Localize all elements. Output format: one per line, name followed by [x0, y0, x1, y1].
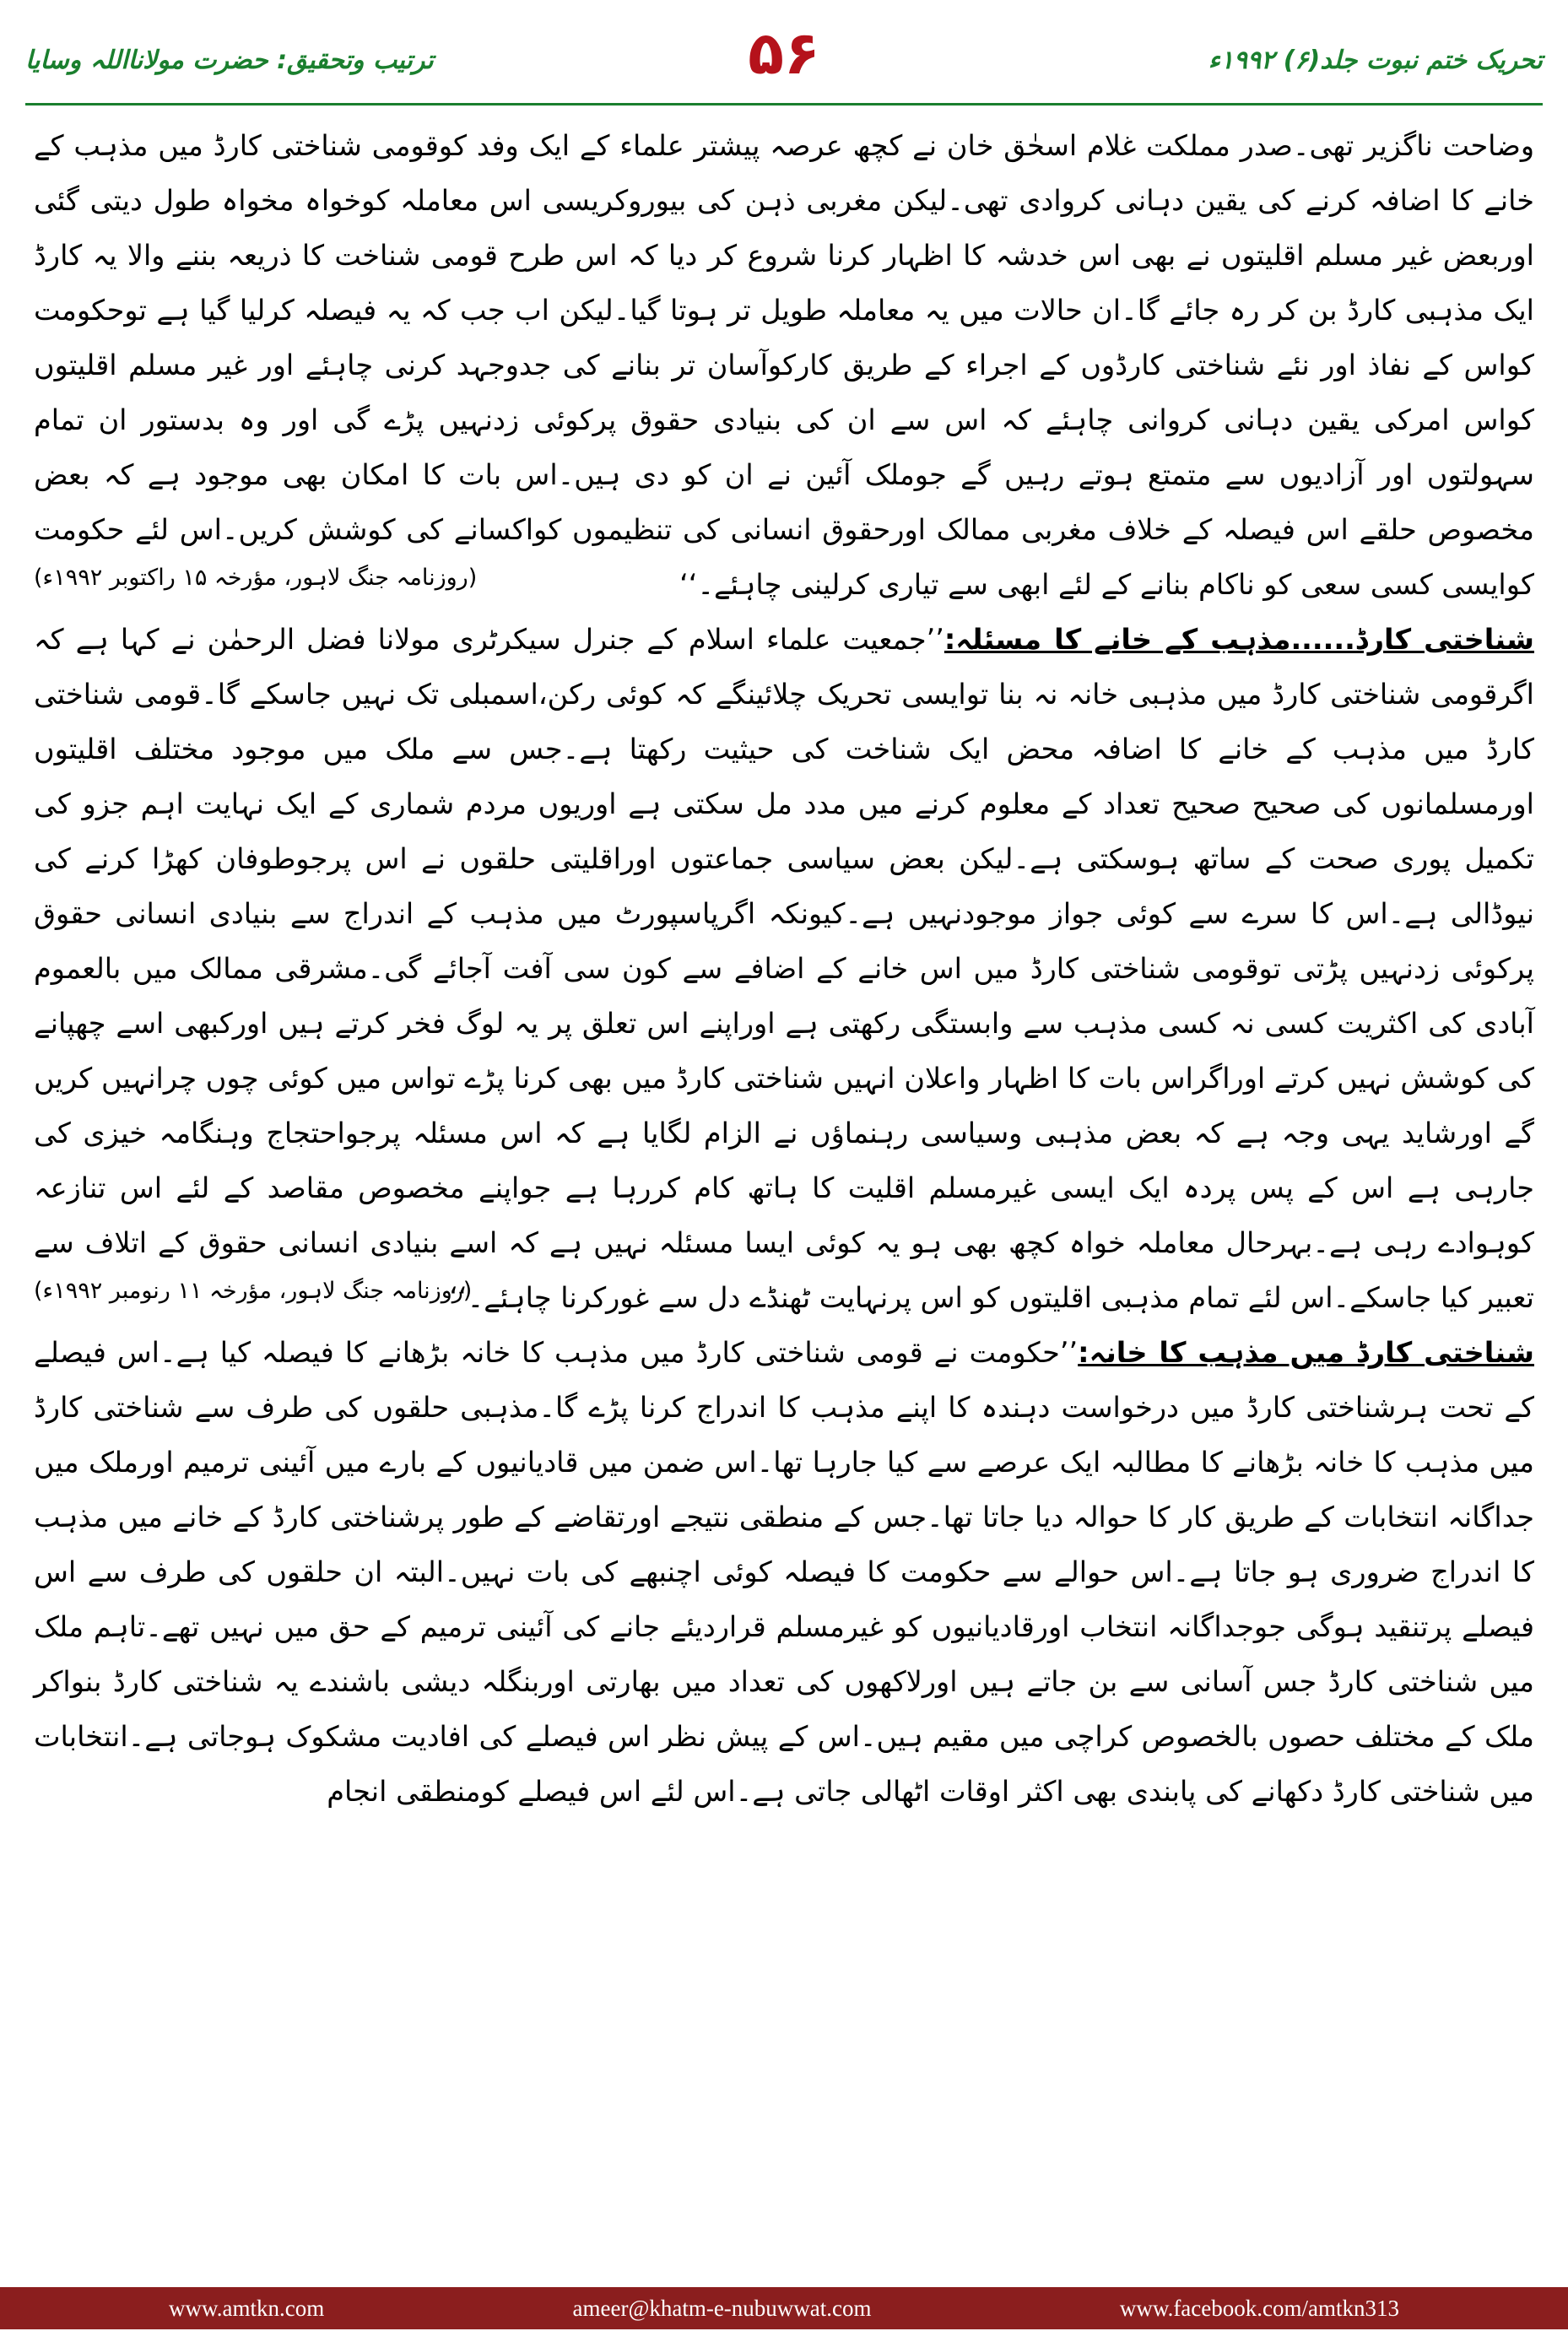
editor-credit: ترتیب وتحقیق: حضرت مولانااللہ وسایا [25, 46, 434, 75]
book-title: تحریک ختم نبوت جلد(۶) ۱۹۹۲ء [1208, 46, 1543, 75]
page-body: وضاحت ناگزیر تھی۔صدر مملکت غلام اسحٰق خان نے کچھ عرصہ پیشتر علماء کے ایک وفد کوقومی شناختی کارڈ میں مذہب کے خانے کا اضافہ کرنے کی یقین دہانی کروادی تھی۔لیکن مغربی ذہن کی بیوروکریسی اس معاملہ کوخواہ مخواہ طول دیتی گئی اوربعض غیر مسلم اقلیتوں نے بھی اس خدشہ کا اظہار کرنا شروع کر دیا کہ اس طرح قومی شناخت کا ذریعہ بننے والا یہ کارڈ ایک مذہبی کارڈ بن کر رہ جائے گا۔ان حالات میں یہ معاملہ طویل تر ہوتا گیا۔لیکن اب جب کہ یہ فیصلہ کرلیا گیا ہے توحکومت کواس کے نفاذ اور نئے شناختی کارڈوں کے اجراء کے طریق کارکوآسان تر بنانے کی جدوجہد کرنی چاہئے اور غیر مسلم اقلیتوں کواس امرکی یقین دہانی کروانی چاہئے کہ اس سے ان کی بنیادی حقوق پرکوئی زدنہیں پڑے گی اور وہ بدستور ان تمام سہولتوں اور آزادیوں سے متمتع ہوتے رہیں گے جوملک آئین نے ان کو دی ہیں۔اس بات کا امکان بھی موجود ہے کہ بعض مخصوص حلقے اس فیصلہ کے خلاف مغربی ممالک اورحقوق انسانی کی تنظیموں کواکسانے کی کوشش کریں۔اس لئے حکومت کوایسی کسی سعی کو ناکام بنانے کے لئے ابھی سے تیاری کرلینی چاہئے۔‘‘ (روزنامہ جنگ لاہور، مؤرخہ ۱۵ راکتوبر ۱۹۹۲ء) شناختی کارڈ......مذہب کے خانے کا مسئلہ:’’جمعیت علماء اسلام کے جنرل سیکرٹری مولانا فضل الرحمٰن نے کہا ہے کہ اگرقومی شناختی کارڈ میں مذہبی خانہ نہ بنا توایسی تحریک چلائینگے کہ کوئی رکن،اسمبلی تک نہیں جاسکے گا۔قومی شناختی کارڈ میں مذہب کے خانے کا اضافہ محض ایک شناخت کی حیثیت رکھتا ہے۔جس سے ملک میں موجود مختلف اقلیتوں اورمسلمانوں کی صحیح صحیح تعداد کے معلوم کرنے میں مدد مل سکتی ہے اوریوں مردم شماری کے ایک نہایت اہم جزو کی تکمیل پوری صحت کے ساتھ ہوسکتی ہے۔لیکن بعض سیاسی جماعتوں اوراقلیتی حلقوں نے اس پرجوطوفان کھڑا کرنے کی نیوڈالی ہے۔اس کا سرے سے کوئی جواز موجودنہیں ہے۔کیونکہ اگرپاسپورٹ میں مذہب کے اندراج سے بنیادی انسانی حقوق پرکوئی زدنہیں پڑتی توقومی شناختی کارڈ میں اس خانے کے اضافے سے کون سی آفت آجائے گی۔مشرقی ممالک میں بالعموم آبادی کی اکثریت کسی نہ کسی مذہب سے وابستگی رکھتی ہے اوراپنے اس تعلق پر یہ لوگ فخر کرتے ہیں اورکبھی اسے چھپانے کی کوشش نہیں کرتے اوراگراس بات کا اظہار واعلان انہیں شناختی کارڈ میں بھی کرنا پڑے تواس میں کوئی چوں چرانہیں کریں گے اورشاید یہی وجہ ہے کہ بعض مذہبی وسیاسی رہنماؤں نے الزام لگایا ہے کہ اس مسئلہ پرجواحتجاج وہنگامہ خیزی کی جارہی ہے اس کے پس پردہ ایک ایسی غیرمسلم اقلیت کا ہاتھ کام کررہا ہے جواپنے مخصوص مقاصد کے لئے اس تنازعہ کوہوادے رہی ہے۔بہرحال معاملہ خواہ کچھ بھی ہو یہ کوئی ایسا مسئلہ نہیں ہے کہ اسے بنیادی انسانی حقوق کے اتلاف سے تعبیر کیا جاسکے۔اس لئے تمام مذہبی اقلیتوں کو اس پرنہایت ٹھنڈے دل سے غورکرنا چاہئے۔‘‘ (روزنامہ جنگ لاہور، مؤرخہ ۱۱ رنومبر ۱۹۹۲ء) شناختی کارڈ میں مذہب کا خانہ:’’حکومت نے قومی شناختی کارڈ میں مذہب کا خانہ بڑھانے کا فیصلہ کیا ہے۔اس فیصلے کے تحت ہرشناختی کارڈ میں درخواست دہندہ کا اپنے مذہب کا اندراج کرنا پڑے گا۔مذہبی حلقوں کی طرف سے شناختی کارڈ میں مذہب کا خانہ بڑھانے کا مطالبہ ایک عرصے سے کیا جارہا تھا۔اس ضمن میں قادیانیوں کے بارے میں آئینی ترمیم اورملک میں جداگانہ انتخابات کے طریق کار کا حوالہ دیا جاتا تھا۔جس کے منطقی نتیجے اورتقاضے کے طور پرشناختی کارڈ کے خانے میں مذہب کا اندراج ضروری ہو جاتا ہے۔اس حوالے سے حکومت کا فیصلہ کوئی اچنبھے کی بات نہیں۔البتہ ان حلقوں کی طرف سے اس فیصلے پرتنقید ہوگی جوجداگانہ انتخاب اورقادیانیوں کو غیرمسلم قراردیئے جانے کی آئینی ترمیم کے حق میں نہیں تھے۔تاہم ملک میں شناختی کارڈ جس آسانی سے بن جاتے ہیں اورلاکھوں کی تعداد میں بھارتی اوربنگلہ دیشی باشندے یہ شناختی کارڈ بنواکر ملک کے مختلف حصوں بالخصوص کراچی میں مقیم ہیں۔اس کے پیش نظر اس فیصلے کی افادیت مشکوک ہوجاتی ہے۔انتخابات میں شناختی کارڈ دکھانے کی پابندی بھی اکثر اوقات اٹھالی جاتی ہے۔اس لئے اس فیصلے کومنطقی انجام [34, 118, 1534, 2228]
section-heading-2: شناختی کارڈ......مذہب کے خانے کا مسئلہ: [944, 623, 1534, 656]
paragraph-3 [34, 1325, 1534, 1819]
paragraph-3-text: ’’حکومت نے قومی شناختی کارڈ میں مذہب کا خانہ بڑھانے کا فیصلہ کیا ہے۔اس فیصلے کے تحت ہرشناختی کارڈ میں درخواست دہندہ کا اپنے مذہب کا اندراج کرنا پڑے گا۔مذہبی حلقوں کی طرف سے شناختی کارڈ میں مذہب کا خانہ بڑھانے کا مطالبہ ایک عرصے سے کیا جارہا تھا۔اس ضمن میں قادیانیوں کے بارے میں آئینی ترمیم اورملک میں جداگانہ انتخابات کے طریق کار کا حوالہ دیا جاتا تھا۔جس کے منطقی نتیجے اورتقاضے کے طور پرشناختی کارڈ کے خانے میں مذہب کا اندراج ضروری ہو جاتا ہے۔اس حوالے سے حکومت کا فیصلہ کوئی اچنبھے کی بات نہیں۔البتہ ان حلقوں کی طرف سے اس فیصلے پرتنقید ہوگی جوجداگانہ انتخاب اورقادیانیوں کو غیرمسلم قراردیئے جانے کی آئینی ترمیم کے حق میں نہیں تھے۔تاہم ملک میں شناختی کارڈ جس آسانی سے بن جاتے ہیں اورلاکھوں کی تعداد میں بھارتی اوربنگلہ دیشی باشندے یہ شناختی کارڈ بنواکر ملک کے مختلف حصوں بالخصوص کراچی میں مقیم ہیں۔اس کے پیش نظر اس فیصلے کی افادیت مشکوک ہوجاتی ہے۔انتخابات میں شناختی کارڈ دکھانے کی پابندی بھی اکثر اوقات اٹھالی جاتی ہے۔اس لئے اس فیصلے کومنطقی انجام [34, 1336, 1534, 1808]
paragraph-2-text: ’’جمعیت علماء اسلام کے جنرل سیکرٹری مولانا فضل الرحمٰن نے کہا ہے کہ اگرقومی شناختی کارڈ میں مذہبی خانہ نہ بنا توایسی تحریک چلائینگے کہ کوئی رکن،اسمبلی تک نہیں جاسکے گا۔قومی شناختی کارڈ میں مذہب کے خانے کا اضافہ محض ایک شناخت کی حیثیت رکھتا ہے۔جس سے ملک میں موجود مختلف اقلیتوں اورمسلمانوں کی صحیح صحیح تعداد کے معلوم کرنے میں مدد مل سکتی ہے اوریوں مردم شماری کے ایک نہایت اہم جزو کی تکمیل پوری صحت کے ساتھ ہوسکتی ہے۔لیکن بعض سیاسی جماعتوں اوراقلیتی حلقوں نے اس پرجوطوفان کھڑا کرنے کی نیوڈالی ہے۔اس کا سرے سے کوئی جواز موجودنہیں ہے۔کیونکہ اگرپاسپورٹ میں مذہب کے اندراج سے بنیادی انسانی حقوق پرکوئی زدنہیں پڑتی توقومی شناختی کارڈ میں اس خانے کے اضافے سے کون سی آفت آجائے گی۔مشرقی ممالک میں بالعموم آبادی کی اکثریت کسی نہ کسی مذہب سے وابستگی رکھتی ہے اوراپنے اس تعلق پر یہ لوگ فخر کرتے ہیں اورکبھی اسے چھپانے کی کوشش نہیں کرتے اوراگراس بات کا اظہار واعلان انہیں شناختی کارڈ میں بھی کرنا پڑے تواس میں کوئی چوں چرانہیں کریں گے اورشاید یہی وجہ ہے کہ بعض مذہبی وسیاسی رہنماؤں نے الزام لگایا ہے کہ اس مسئلہ پرجواحتجاج وہنگامہ خیزی کی جارہی ہے اس کے پس پردہ ایک ایسی غیرمسلم اقلیت کا ہاتھ کام کررہا ہے جواپنے مخصوص مقاصد کے لئے اس تنازعہ کوہوادے رہی ہے۔بہرحال معاملہ خواہ کچھ بھی ہو یہ کوئی ایسا مسئلہ نہیں ہے کہ اسے بنیادی انسانی حقوق کے اتلاف سے تعبیر کیا جاسکے۔اس لئے تمام مذہبی اقلیتوں کو اس پرنہایت ٹھنڈے دل سے غورکرنا چاہئے۔‘‘ [34, 623, 1534, 1314]
paragraph-2 [34, 612, 1534, 1325]
footer-facebook-link[interactable]: www.facebook.com/amtkn313 [1119, 2295, 1399, 2321]
footer-email-link[interactable]: ameer@khatm-e-nubuwwat.com [572, 2295, 872, 2321]
page-footer [0, 2287, 1568, 2329]
page-number: ۵۶ [748, 19, 820, 88]
page-header [25, 19, 1543, 103]
header-divider [25, 103, 1543, 105]
paragraph-1: وضاحت ناگزیر تھی۔صدر مملکت غلام اسحٰق خان نے کچھ عرصہ پیشتر علماء کے ایک وفد کوقومی شناختی کارڈ میں مذہب کے خانے کا اضافہ کرنے کی یقین دہانی کروادی تھی۔لیکن مغربی ذہن کی بیوروکریسی اس معاملہ کوخواہ مخواہ طول دیتی گئی اوربعض غیر مسلم اقلیتوں نے بھی اس خدشہ کا اظہار کرنا شروع کر دیا کہ اس طرح قومی شناخت کا ذریعہ بننے والا یہ کارڈ ایک مذہبی کارڈ بن کر رہ جائے گا۔ان حالات میں یہ معاملہ طویل تر ہوتا گیا۔لیکن اب جب کہ یہ فیصلہ کرلیا گیا ہے توحکومت کواس کے نفاذ اور نئے شناختی کارڈوں کے اجراء کے طریق کارکوآسان تر بنانے کی جدوجہد کرنی چاہئے اور غیر مسلم اقلیتوں کواس امرکی یقین دہانی کروانی چاہئے کہ اس سے ان کی بنیادی حقوق پرکوئی زدنہیں پڑے گی اور وہ بدستور ان تمام سہولتوں اور آزادیوں سے متمتع ہوتے رہیں گے جوملک آئین نے ان کو دی ہیں۔اس بات کا امکان بھی موجود ہے کہ بعض مخصوص حلقے اس فیصلہ کے خلاف مغربی ممالک اورحقوق انسانی کی تنظیموں کواکسانے کی کوشش کریں۔اس لئے حکومت کوایسی کسی سعی کو ناکام بنانے کے لئے ابھی سے تیاری کرلینی چاہئے۔‘‘ [34, 129, 1534, 601]
footer-website-link[interactable]: www.amtkn.com [169, 2295, 325, 2321]
section-heading-3: شناختی کارڈ میں مذہب کا خانہ: [1078, 1336, 1534, 1369]
